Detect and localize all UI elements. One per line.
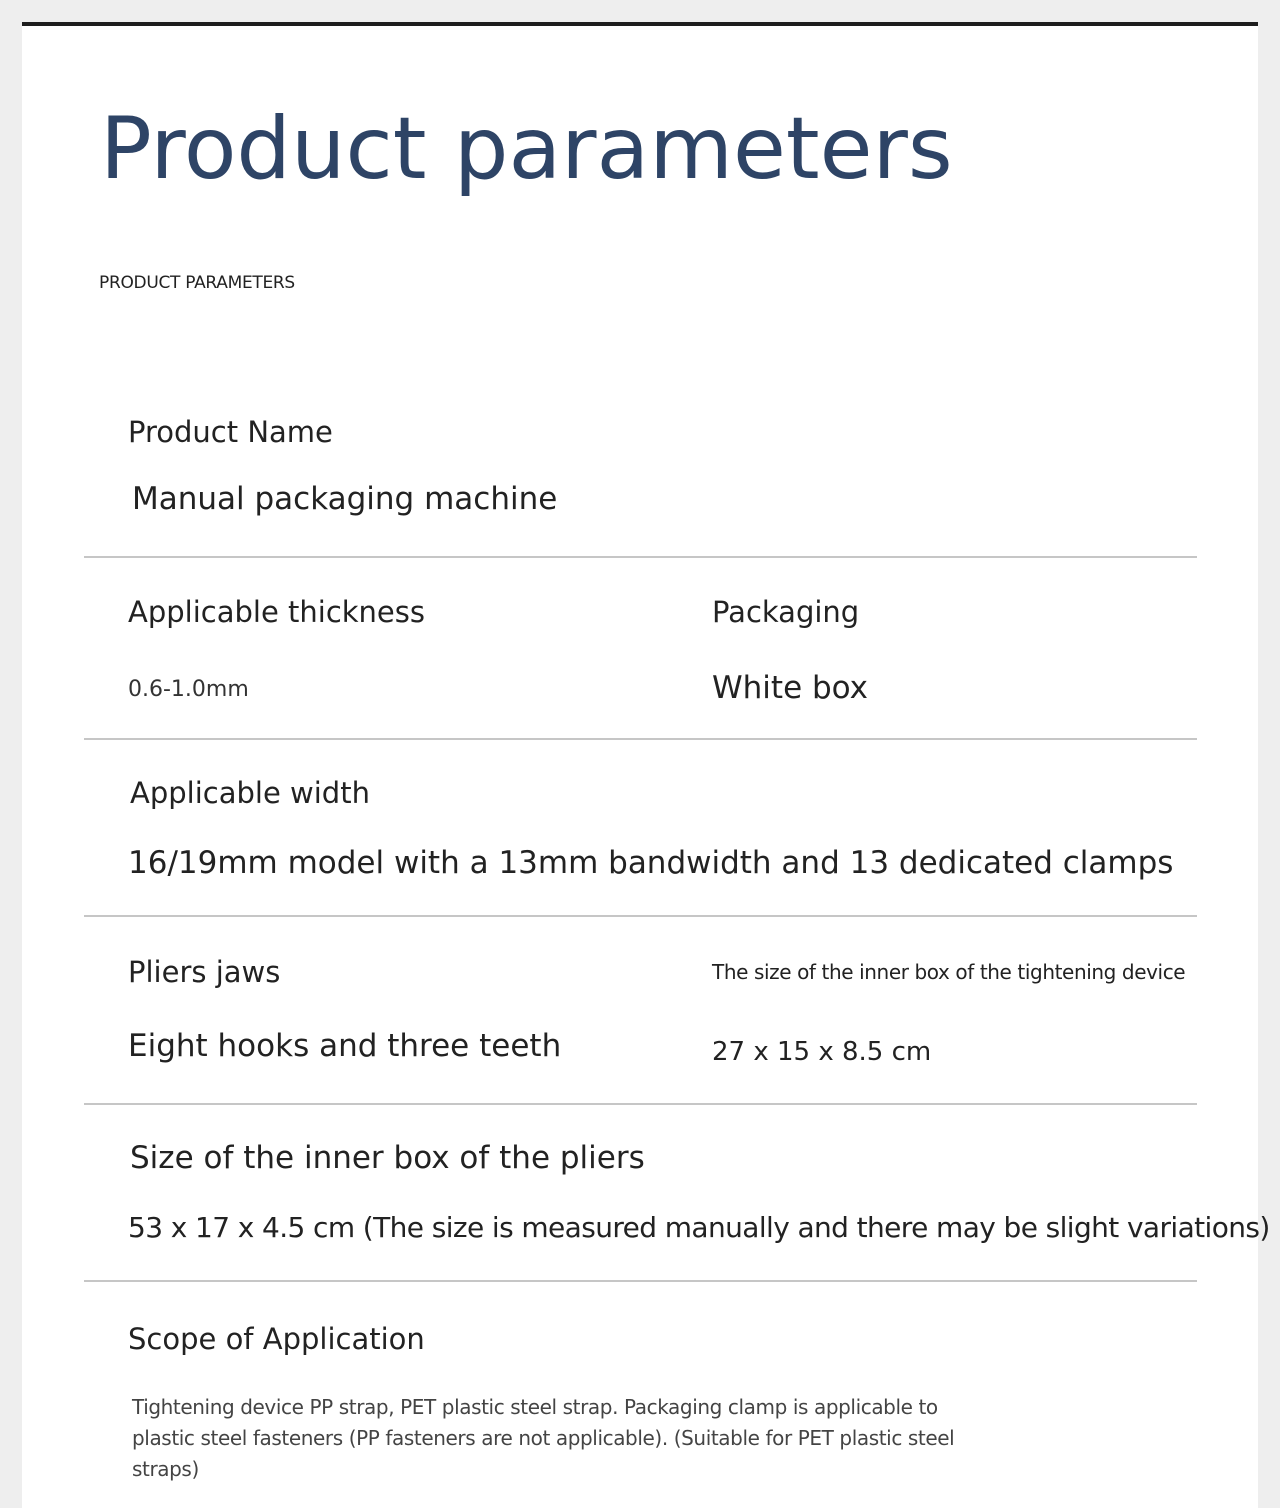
divider [84, 915, 1197, 917]
divider [84, 1280, 1197, 1282]
divider [84, 1103, 1197, 1105]
pliers-jaws-label: Pliers jaws [128, 955, 281, 989]
pliers-jaws-value: Eight hooks and three teeth [128, 1028, 562, 1064]
page-title: Product parameters [100, 99, 953, 199]
product-parameters-sheet [22, 22, 1270, 1508]
scope-value: Tightening device PP strap, PET plastic steel strap. Packaging clamp is applicable to plastic steel fasteners (PP fasteners are not applicable). (Suitable for PET plastic steel straps) [132, 1395, 955, 1481]
product-name-label: Product Name [128, 415, 333, 449]
divider [84, 556, 1197, 558]
packaging-label: Packaging [712, 595, 860, 629]
pliers-box-label: Size of the inner box of the pliers [130, 1140, 645, 1176]
width-label: Applicable width [130, 776, 370, 810]
scope-label: Scope of Application [128, 1322, 425, 1356]
thickness-value: 0.6-1.0mm [128, 677, 249, 702]
thickness-label: Applicable thickness [128, 595, 425, 629]
pliers-box-value: 53 x 17 x 4.5 cm (The size is measured manually and there may be slight variations) [128, 1211, 1270, 1244]
tightener-box-value: 27 x 15 x 8.5 cm [712, 1037, 932, 1067]
product-name-value: Manual packaging machine [132, 481, 558, 517]
packaging-value: White box [712, 670, 869, 706]
tightener-box-label: The size of the inner box of the tightening device [712, 960, 1186, 984]
width-value: 16/19mm model with a 13mm bandwidth and 13 dedicated clamps [128, 845, 1174, 881]
section-subtitle: PRODUCT PARAMETERS [99, 273, 295, 293]
divider [84, 738, 1197, 740]
